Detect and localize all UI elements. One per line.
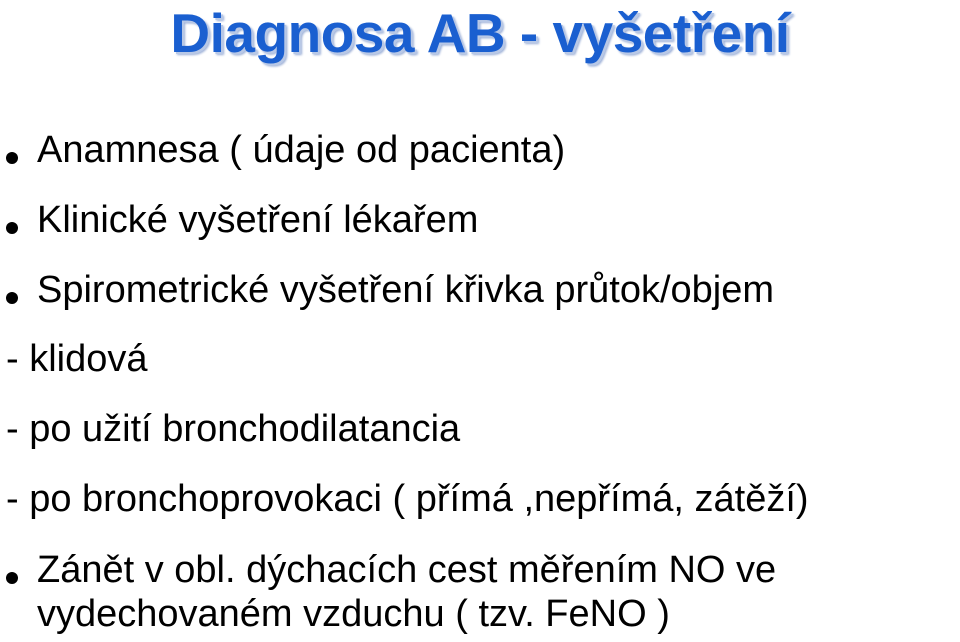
sub-item-klidova: - klidová — [6, 338, 148, 380]
bullet-icon — [6, 222, 18, 234]
bullet-icon — [6, 292, 18, 304]
bullet-icon — [6, 152, 18, 164]
bullet-text-line2: vydechovaném vzduchu ( tzv. FeNO ) — [37, 593, 670, 635]
bullet-text: Klinické vyšetření lékařem — [37, 199, 479, 241]
slide-title: Diagnosa AB - vyšetření — [170, 2, 790, 64]
bullet-text: Anamnesa ( údaje od pacienta) — [37, 129, 566, 171]
bullet-text-line1: Zánět v obl. dýchacích cest měřením NO ve — [37, 549, 777, 591]
sub-item-bronchodilatancia: - po užití bronchodilatancia — [6, 408, 461, 450]
sub-item-bronchoprovokaci: - po bronchoprovokaci ( přímá ,nepřímá, zátěží) — [6, 478, 809, 520]
bullet-icon — [6, 572, 18, 584]
bullet-text: Spirometrické vyšetření křivka průtok/objem — [37, 269, 775, 311]
